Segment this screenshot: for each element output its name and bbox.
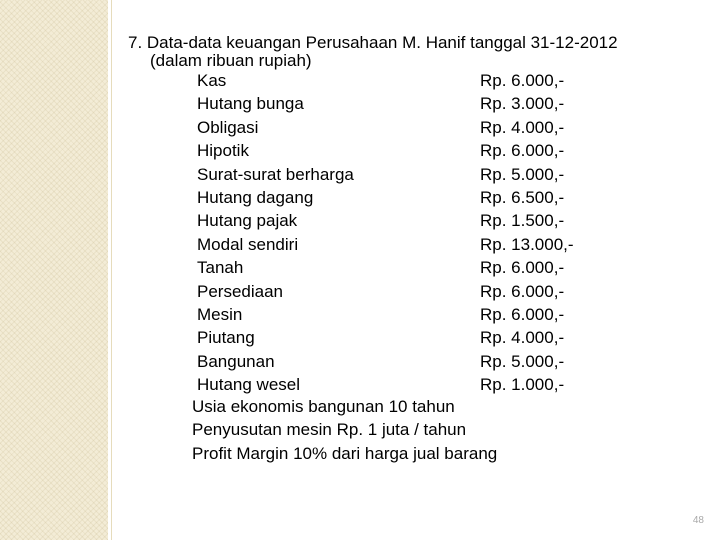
item-name: Persediaan [197, 281, 284, 301]
slide-subtitle: (dalam ribuan rupiah) [150, 51, 312, 70]
note-line: Profit Margin 10% dari harga jual barang [192, 443, 498, 463]
sidebar-divider [111, 0, 112, 540]
item-name: Hipotik [197, 141, 249, 161]
item-name: Obligasi [197, 117, 259, 137]
item-value: Rp. 5.000,- [480, 351, 565, 371]
item-name: Piutang [197, 328, 255, 348]
item-name: Hutang bunga [197, 94, 304, 114]
item-value: Rp. 4.000,- [480, 328, 565, 348]
item-name: Hutang pajak [197, 211, 298, 231]
item-value: Rp. 6.500,- [480, 187, 565, 207]
item-name: Modal sendiri [197, 234, 299, 254]
item-value: Rp. 1.000,- [480, 375, 565, 395]
item-name: Bangunan [197, 351, 275, 371]
notes-list [192, 397, 497, 467]
note-line: Usia ekonomis bangunan 10 tahun [192, 397, 455, 416]
item-value: Rp. 3.000,- [480, 94, 565, 114]
note-line: Penyusutan mesin Rp. 1 juta / tahun [192, 420, 467, 440]
decorative-sidebar [0, 0, 108, 540]
item-value: Rp. 5.000,- [480, 164, 565, 184]
item-value: Rp. 6.000,- [480, 71, 565, 90]
item-value: Rp. 4.000,- [480, 117, 565, 137]
item-value: Rp. 1.500,- [480, 211, 565, 231]
slide-title: 7. Data-data keuangan Perusahaan M. Hanif tanggal 31-12-2012 [128, 33, 618, 52]
item-name: Tanah [197, 258, 244, 278]
item-name: Hutang dagang [197, 187, 314, 207]
item-value: Rp. 13.000,- [480, 234, 574, 254]
item-value: Rp. 6.000,- [480, 304, 565, 324]
item-name: Kas [197, 71, 227, 90]
item-value: Rp. 6.000,- [480, 258, 565, 278]
item-name: Mesin [197, 304, 243, 324]
item-value: Rp. 6.000,- [480, 281, 565, 301]
item-name: Hutang wesel [197, 375, 301, 395]
page-number: 48 [692, 515, 704, 526]
item-value: Rp. 6.000,- [480, 141, 565, 161]
item-name: Surat-surat berharga [197, 164, 354, 184]
